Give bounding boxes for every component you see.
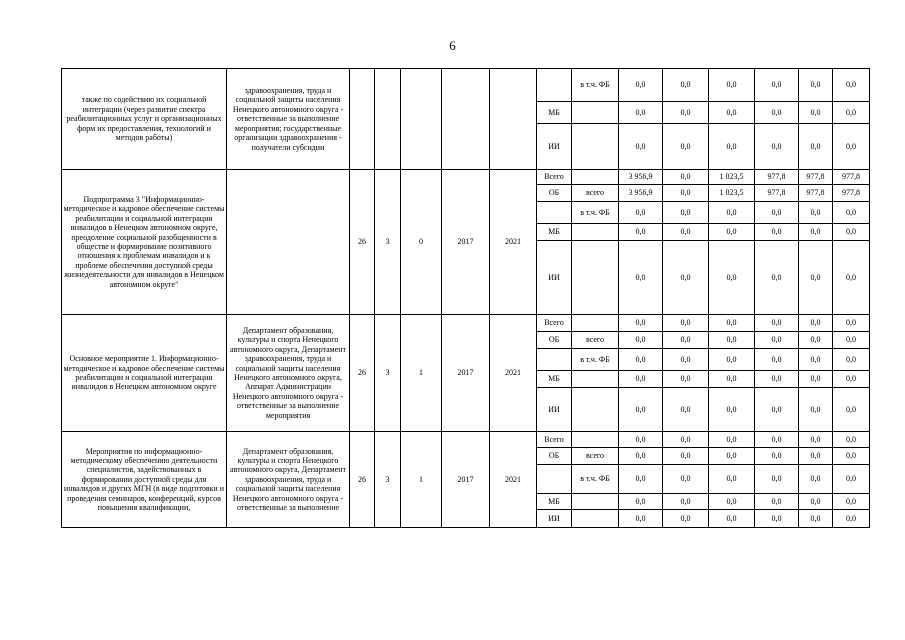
funding-source-cell: ИИ [537, 388, 572, 432]
amount-cell: 0,0 [619, 388, 663, 432]
amount-cell: 0,0 [755, 371, 799, 388]
amount-cell: 1 023,5 [709, 170, 755, 185]
amount-cell: 0,0 [833, 349, 870, 371]
amount-cell: 0,0 [709, 494, 755, 510]
amount-cell: 0,0 [663, 185, 709, 202]
amount-cell: 0,0 [799, 448, 833, 465]
amount-cell: 0,0 [619, 349, 663, 371]
amount-cell: 0,0 [663, 332, 709, 349]
code-cell [350, 69, 375, 170]
amount-cell: 0,0 [755, 202, 799, 224]
amount-cell: 0,0 [833, 202, 870, 224]
amount-cell: 0,0 [755, 510, 799, 528]
amount-cell: 0,0 [799, 241, 833, 315]
amount-cell: 0,0 [709, 448, 755, 465]
funding-source-cell: ИИ [537, 510, 572, 528]
funding-kind-cell: всего [572, 332, 619, 349]
page-number: 6 [449, 38, 456, 53]
funding-source-cell: Всего [537, 170, 572, 185]
amount-cell: 0,0 [799, 202, 833, 224]
amount-cell: 0,0 [755, 465, 799, 494]
amount-cell: 0,0 [799, 315, 833, 332]
amount-cell: 0,0 [709, 332, 755, 349]
amount-cell: 0,0 [799, 332, 833, 349]
amount-cell: 0,0 [709, 241, 755, 315]
code-cell: 3 [375, 432, 401, 528]
code-cell [490, 69, 537, 170]
amount-cell: 0,0 [799, 432, 833, 448]
amount-cell: 0,0 [755, 102, 799, 124]
amount-cell: 0,0 [619, 510, 663, 528]
amount-cell: 0,0 [833, 432, 870, 448]
amount-cell: 0,0 [833, 241, 870, 315]
funding-kind-cell [572, 371, 619, 388]
funding-kind-cell: в т.ч. ФБ [572, 349, 619, 371]
amount-cell: 3 956,9 [619, 185, 663, 202]
funding-source-cell: МБ [537, 224, 572, 241]
amount-cell: 0,0 [799, 465, 833, 494]
amount-cell: 977,8 [799, 185, 833, 202]
amount-cell: 0,0 [709, 371, 755, 388]
funding-kind-cell [572, 241, 619, 315]
code-cell: 1 [401, 315, 442, 432]
table-row [62, 315, 870, 332]
amount-cell: 977,8 [755, 185, 799, 202]
executor-cell: здравоохранения, труда и социальной защиты населения Ненецкого автономного округа - ответственные за выполнение мероприятия; государственные организации здравоохранения - получатели субсидии [227, 69, 350, 170]
amount-cell: 3 956,9 [619, 170, 663, 185]
amount-cell: 0,0 [663, 432, 709, 448]
amount-cell: 0,0 [833, 332, 870, 349]
amount-cell: 0,0 [663, 102, 709, 124]
amount-cell: 0,0 [799, 224, 833, 241]
executor-cell: Департамент образования, культуры и спорта Ненецкого автономного округа, Департамент здравоохранения, труда и социальной защиты населения Ненецкого автономного округа - ответственные за выполнение [227, 432, 350, 528]
amount-cell: 0,0 [663, 202, 709, 224]
amount-cell: 0,0 [755, 315, 799, 332]
funding-source-cell: Всего [537, 315, 572, 332]
funding-kind-cell: в т.ч. ФБ [572, 202, 619, 224]
amount-cell: 0,0 [833, 224, 870, 241]
amount-cell: 0,0 [663, 388, 709, 432]
amount-cell: 0,0 [755, 224, 799, 241]
amount-cell: 0,0 [799, 102, 833, 124]
code-cell: 26 [350, 432, 375, 528]
amount-cell: 0,0 [755, 448, 799, 465]
code-cell: 0 [401, 170, 442, 315]
funding-kind-cell [572, 432, 619, 448]
code-cell: 2021 [490, 315, 537, 432]
amount-cell: 977,8 [799, 170, 833, 185]
funding-source-cell [537, 202, 572, 224]
amount-cell: 977,8 [833, 185, 870, 202]
amount-cell: 0,0 [799, 388, 833, 432]
funding-kind-cell [572, 494, 619, 510]
amount-cell: 0,0 [619, 432, 663, 448]
amount-cell: 0,0 [619, 241, 663, 315]
funding-kind-cell: в т.ч. ФБ [572, 465, 619, 494]
amount-cell: 0,0 [709, 69, 755, 102]
amount-cell: 0,0 [833, 315, 870, 332]
funding-kind-cell [572, 124, 619, 170]
amount-cell: 0,0 [755, 388, 799, 432]
amount-cell: 0,0 [663, 494, 709, 510]
code-cell: 2021 [490, 432, 537, 528]
amount-cell: 0,0 [663, 510, 709, 528]
amount-cell: 0,0 [619, 448, 663, 465]
funding-source-cell [537, 465, 572, 494]
code-cell: 2017 [442, 432, 490, 528]
funding-kind-cell [572, 388, 619, 432]
amount-cell: 0,0 [663, 349, 709, 371]
amount-cell: 0,0 [663, 124, 709, 170]
amount-cell: 0,0 [663, 224, 709, 241]
code-cell [442, 69, 490, 170]
amount-cell: 0,0 [755, 494, 799, 510]
amount-cell: 1 023,5 [709, 185, 755, 202]
funding-source-cell: ИИ [537, 241, 572, 315]
amount-cell: 0,0 [619, 202, 663, 224]
amount-cell: 0,0 [833, 124, 870, 170]
code-cell [375, 69, 401, 170]
funding-source-cell: ИИ [537, 124, 572, 170]
table-row [62, 170, 870, 185]
amount-cell: 0,0 [799, 124, 833, 170]
funding-source-cell: Всего [537, 432, 572, 448]
executor-cell [227, 170, 350, 315]
amount-cell: 0,0 [709, 510, 755, 528]
amount-cell: 0,0 [833, 448, 870, 465]
code-cell: 3 [375, 170, 401, 315]
executor-cell: Департамент образования, культуры и спорта Ненецкого автономного округа, Департамент здравоохранения, труда и социальной защиты населения Ненецкого автономного округа, Аппарат Администрации Ненецкого автономного округа - ответственные за выполнение мероприятия [227, 315, 350, 432]
funding-source-cell: МБ [537, 494, 572, 510]
amount-cell: 977,8 [833, 170, 870, 185]
amount-cell: 0,0 [709, 224, 755, 241]
funding-kind-cell: всего [572, 185, 619, 202]
amount-cell: 0,0 [619, 102, 663, 124]
amount-cell: 0,0 [663, 465, 709, 494]
funding-kind-cell: всего [572, 448, 619, 465]
amount-cell: 0,0 [619, 124, 663, 170]
amount-cell: 0,0 [663, 448, 709, 465]
amount-cell: 0,0 [833, 102, 870, 124]
funding-source-cell: МБ [537, 371, 572, 388]
amount-cell: 0,0 [709, 124, 755, 170]
table-row [62, 69, 870, 102]
amount-cell: 0,0 [833, 465, 870, 494]
funding-kind-cell [572, 102, 619, 124]
amount-cell: 0,0 [755, 432, 799, 448]
amount-cell: 0,0 [663, 170, 709, 185]
amount-cell: 0,0 [709, 102, 755, 124]
funding-kind-cell [572, 315, 619, 332]
amount-cell: 0,0 [833, 69, 870, 102]
funding-source-cell: ОБ [537, 185, 572, 202]
amount-cell: 0,0 [709, 465, 755, 494]
amount-cell: 0,0 [663, 69, 709, 102]
amount-cell: 0,0 [663, 241, 709, 315]
amount-cell: 0,0 [799, 510, 833, 528]
code-cell: 1 [401, 432, 442, 528]
funding-kind-cell [572, 224, 619, 241]
code-cell: 2017 [442, 170, 490, 315]
amount-cell: 0,0 [833, 371, 870, 388]
funding-source-cell [537, 349, 572, 371]
activity-name-cell: также по содействию их социальной интеграции (через развитие спектра реабилитационных услуг и организационных форм их предоставления, технологий и методов работы) [62, 69, 227, 170]
code-cell: 26 [350, 170, 375, 315]
amount-cell: 0,0 [755, 349, 799, 371]
table-row [62, 432, 870, 448]
amount-cell: 0,0 [833, 510, 870, 528]
amount-cell: 0,0 [619, 69, 663, 102]
amount-cell: 0,0 [755, 69, 799, 102]
amount-cell: 0,0 [709, 432, 755, 448]
funding-source-cell: ОБ [537, 448, 572, 465]
budget-table [61, 68, 870, 528]
amount-cell: 0,0 [619, 224, 663, 241]
funding-kind-cell [572, 170, 619, 185]
amount-cell: 0,0 [663, 371, 709, 388]
amount-cell: 0,0 [709, 349, 755, 371]
amount-cell: 0,0 [619, 465, 663, 494]
amount-cell: 0,0 [619, 332, 663, 349]
amount-cell: 0,0 [619, 494, 663, 510]
amount-cell: 0,0 [755, 332, 799, 349]
funding-source-cell: ОБ [537, 332, 572, 349]
funding-kind-cell [572, 510, 619, 528]
amount-cell: 0,0 [799, 371, 833, 388]
amount-cell: 0,0 [755, 124, 799, 170]
amount-cell: 0,0 [663, 315, 709, 332]
amount-cell: 0,0 [799, 69, 833, 102]
funding-source-cell: МБ [537, 102, 572, 124]
amount-cell: 0,0 [709, 315, 755, 332]
code-cell: 26 [350, 315, 375, 432]
amount-cell: 0,0 [799, 494, 833, 510]
code-cell: 3 [375, 315, 401, 432]
amount-cell: 977,8 [755, 170, 799, 185]
amount-cell: 0,0 [709, 388, 755, 432]
funding-source-cell [537, 69, 572, 102]
code-cell: 2017 [442, 315, 490, 432]
activity-name-cell: Подпрограмма 3 "Информационно-методическое и кадровое обеспечение системы реабилитации и социальной интеграции инвалидов в Ненецком автономном округе, преодоление социальной разобщенности в обществе и формирование позитивного отношения к проблемам инвалидов и к проблеме обеспечения доступной среды жизнедеятельности для инвалидов в Ненецком автономном округе" [62, 170, 227, 315]
funding-kind-cell: в т.ч. ФБ [572, 69, 619, 102]
amount-cell: 0,0 [709, 202, 755, 224]
amount-cell: 0,0 [799, 349, 833, 371]
amount-cell: 0,0 [619, 315, 663, 332]
code-cell: 2021 [490, 170, 537, 315]
activity-name-cell: Основное мероприятие 1. Информационно-методическое и кадровое обеспечение системы реабилитации и социальной интеграции инвалидов в Ненецком автономном округе [62, 315, 227, 432]
amount-cell: 0,0 [619, 371, 663, 388]
amount-cell: 0,0 [755, 241, 799, 315]
code-cell [401, 69, 442, 170]
activity-name-cell: Мероприятия по информационно-методическому обеспечению деятельности специалистов, задействованных в формировании доступной среды для инвалидов и других МГН (в виде подготовки и проведения семинаров, конференций, курсов повышения квалификации, [62, 432, 227, 528]
amount-cell: 0,0 [833, 388, 870, 432]
amount-cell: 0,0 [833, 494, 870, 510]
